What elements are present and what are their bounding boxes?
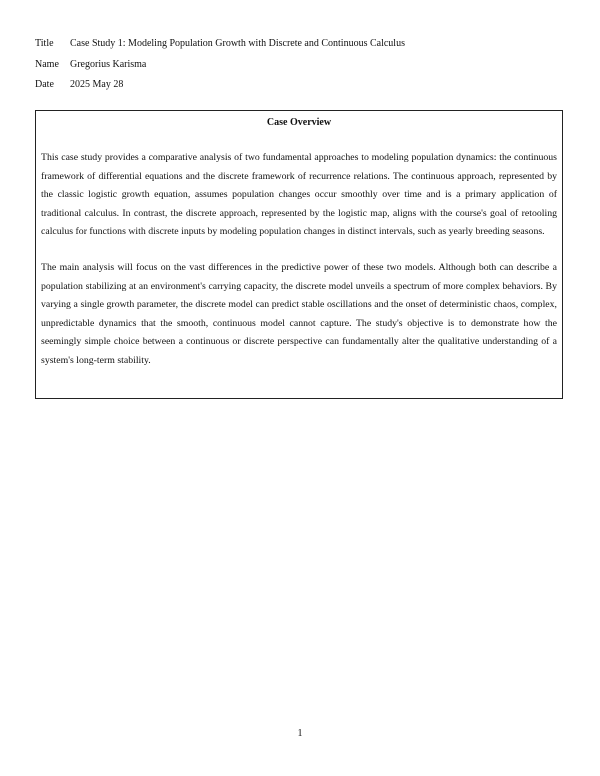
meta-key-title: Title [35, 38, 54, 49]
meta-key-name: Name [35, 58, 59, 70]
document-title: Case Study 1: Modeling Population Growth with Discrete and Continuous Calculus [70, 38, 405, 49]
document-date: 2025 May 28 [70, 79, 124, 90]
meta-row-title [35, 34, 405, 55]
page-number: 1 [297, 728, 303, 739]
meta-row-name [35, 55, 405, 76]
meta-key-date: Date [35, 79, 54, 90]
overview-paragraph-1: This case study provides a comparative analysis of two fundamental approaches to modeling population dynamics: the continuous framework of differential equations and the discrete framework of recurrence relations. The continuous approach, represented by the classic logistic growth equation, assumes population changes occur smoothly over time and is a primary application of traditional calculus. In contrast, the discrete approach, represented by the logistic map, aligns with the course's goal of retooling calculus for functions with discrete inputs by modeling population changes in distinct intervals, such as yearly breeding seasons. [41, 152, 557, 237]
meta-row-date [35, 75, 405, 96]
case-overview-heading: Case Overview [266, 117, 332, 128]
document-metadata [35, 34, 405, 96]
author-name: Gregorius Karisma [70, 58, 147, 70]
overview-paragraph-2: The main analysis will focus on the vast differences in the predictive power of these two models. Although both can describe a population stabilizing at an environment's carrying capacity, the discrete model unveils a spectrum of more complex behaviors. By varying a single growth parameter, the discrete model can predict stable oscillations and the onset of deterministic chaos, complex, unpredictable dynamics that the smooth, continuous model cannot capture. The study's objective is to demonstrate how the seemingly simple choice between a continuous or discrete perspective can fundamentally alter the qualitative understanding of a system's long-term stability. [41, 262, 557, 366]
case-overview-box [35, 110, 563, 399]
